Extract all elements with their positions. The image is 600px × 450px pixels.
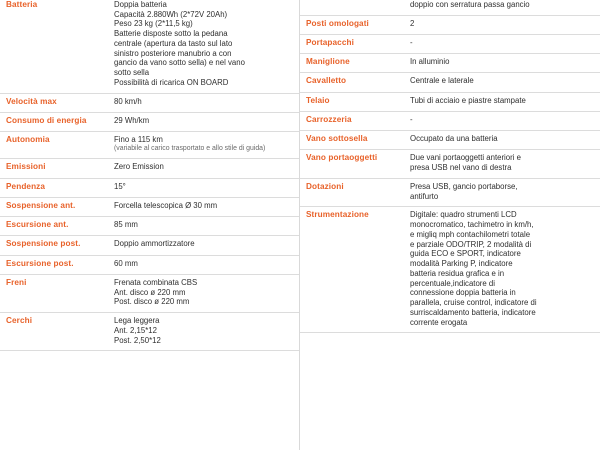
spec-value-line: Doppio ammortizzatore — [114, 239, 195, 249]
spec-value-line: Forcella telescopica Ø 30 mm — [114, 200, 218, 210]
spec-value-line: antifurto — [410, 191, 439, 201]
spec-label: Vano sottosella — [306, 134, 368, 144]
spec-label: Escursione post. — [6, 258, 74, 268]
spec-value — [404, 73, 600, 92]
spec-value-line: Digitale: quadro strumenti LCD — [410, 210, 517, 220]
spec-value-line: connessione doppia batteria in — [410, 288, 516, 298]
table-row — [300, 207, 600, 333]
spec-value — [108, 178, 299, 197]
table-row — [0, 132, 299, 159]
spec-label: Consumo di energia — [6, 115, 87, 125]
spec-value — [108, 112, 299, 131]
spec-value-line: - — [410, 37, 413, 47]
spec-label: Sospensione ant. — [6, 200, 76, 210]
table-row — [300, 178, 600, 206]
table-row — [0, 178, 299, 197]
spec-label: Autonomia — [6, 135, 50, 145]
spec-value-line: Post. 2,50*12 — [114, 335, 161, 345]
spec-value — [108, 132, 299, 159]
spec-value — [108, 255, 299, 274]
table-row — [300, 73, 600, 92]
spec-label — [300, 0, 404, 15]
spec-value — [108, 0, 299, 93]
spec-label: Batteria — [6, 0, 38, 9]
spec-value-line: Fino a 115 km — [114, 135, 163, 145]
spec-value-line: 15° — [114, 181, 126, 191]
spec-label: Cerchi — [6, 316, 33, 326]
table-row — [300, 92, 600, 111]
spec-value-line: percentuale,indicatore di — [410, 278, 495, 288]
spec-value — [108, 236, 299, 255]
spec-value-line: surriscaldamento batteria, indicatore — [410, 307, 536, 317]
spec-value-line: 29 Wh/km — [114, 115, 150, 125]
spec-value — [404, 15, 600, 34]
spec-value-line: centrale (apertura da tasto sul lato — [114, 38, 233, 48]
spec-value-line: Possibilità di ricarica ON BOARD — [114, 77, 229, 87]
table-row — [300, 54, 600, 73]
spec-value-line: Occupato da una batteria — [410, 134, 498, 144]
spec-label: Telaio — [306, 95, 330, 105]
spec-value-line: 2 — [410, 18, 415, 28]
spec-label: Portapacchi — [306, 37, 354, 47]
spec-value-line: gancio da vano sotto sella) e nel vano — [114, 58, 245, 68]
spec-value — [108, 159, 299, 178]
spec-value — [108, 197, 299, 216]
spec-value — [108, 93, 299, 112]
spec-value-line: parallela, cruise control, indicatore di — [410, 298, 537, 308]
spec-value — [108, 217, 299, 236]
table-row — [300, 15, 600, 34]
spec-value — [404, 0, 600, 15]
spec-value-note: (variabile al carico trasportato e allo stile di guida) — [114, 144, 266, 152]
table-row — [300, 131, 600, 150]
left-spec-table — [0, 0, 299, 351]
spec-value-line: Doppia batteria — [114, 0, 167, 9]
spec-value-line: 60 mm — [114, 258, 138, 268]
spec-value-line: Peso 23 kg (2*11,5 kg) — [114, 19, 193, 29]
spec-value-line: Capacità 2.880Wh (2*72V 20Ah) — [114, 9, 228, 19]
spec-value-line: sotto sella — [114, 68, 150, 78]
table-row — [300, 34, 600, 53]
table-row — [300, 111, 600, 130]
spec-value — [404, 92, 600, 111]
spec-value-line: Post. disco ø 220 mm — [114, 297, 190, 307]
spec-value — [404, 54, 600, 73]
spec-value-line: guida ECO e SPORT, indicatore — [410, 249, 521, 259]
spec-value — [404, 111, 600, 130]
spec-value-line: 85 mm — [114, 220, 138, 230]
right-spec-rows — [300, 0, 600, 333]
table-row — [0, 255, 299, 274]
spec-value-line: Ant. 2,15*12 — [114, 325, 157, 335]
table-row — [0, 0, 299, 93]
spec-value-line: doppio con serratura passa gancio — [410, 0, 530, 9]
spec-label: Vano portaoggetti — [306, 153, 378, 163]
table-row — [0, 112, 299, 131]
spec-value-line: Batterie disposte sotto la pedana — [114, 29, 228, 39]
spec-value — [404, 150, 600, 178]
spec-value — [108, 313, 299, 351]
spec-value — [108, 274, 299, 312]
table-row — [0, 93, 299, 112]
spec-label: Strumentazione — [306, 210, 369, 220]
spec-value-line: Tubi di acciaio e piastre stampate — [410, 95, 526, 105]
spec-value — [404, 131, 600, 150]
spec-value-line: Frenata combinata CBS — [114, 277, 198, 287]
spec-value-line: - — [410, 114, 413, 124]
spec-label: Pendenza — [6, 181, 46, 191]
spec-label: Emissioni — [6, 162, 46, 172]
spec-label: Dotazioni — [306, 181, 344, 191]
spec-label: Cavalletto — [306, 76, 347, 86]
table-row — [0, 217, 299, 236]
table-row — [0, 236, 299, 255]
spec-value-line: batteria residua grafica e in — [410, 268, 505, 278]
spec-value-line: e parziale ODO/TRIP, 2 modalità di — [410, 239, 532, 249]
spec-value — [404, 207, 600, 333]
spec-value-line: presa USB nel vano di destra — [410, 163, 512, 173]
table-row — [300, 150, 600, 178]
table-row — [0, 159, 299, 178]
spec-label: Escursione ant. — [6, 220, 69, 230]
spec-label: Velocità max — [6, 96, 57, 106]
spec-value-line: Ant. disco ø 220 mm — [114, 287, 186, 297]
right-column — [300, 0, 600, 450]
spec-value-line: Presa USB, gancio portaborse, — [410, 181, 518, 191]
spec-value-line: 80 km/h — [114, 96, 142, 106]
right-spec-table — [300, 0, 600, 333]
spec-label: Maniglione — [306, 57, 350, 67]
spec-value-line: Zero Emission — [114, 162, 164, 172]
table-row — [300, 0, 600, 15]
spec-value-line: modalità Parking P, indicatore — [410, 259, 513, 269]
spec-label: Carrozzeria — [306, 114, 352, 124]
table-row — [0, 313, 299, 351]
spec-value-line: Lega leggera — [114, 316, 160, 326]
spec-value — [404, 34, 600, 53]
spec-value-line: corrente erogata — [410, 317, 468, 327]
table-row — [0, 197, 299, 216]
spec-label: Sospensione post. — [6, 239, 81, 249]
spec-value-line: Centrale e laterale — [410, 76, 474, 86]
spec-label: Freni — [6, 277, 27, 287]
spec-value-line: e migliq mph contachilometri totale — [410, 229, 531, 239]
left-spec-rows — [0, 0, 299, 351]
table-row — [0, 274, 299, 312]
spec-value-line: Due vani portaoggetti anteriori e — [410, 153, 521, 163]
spec-label: Posti omologati — [306, 18, 369, 28]
spec-value-line: monocromatico, tachimetro in km/h, — [410, 220, 534, 230]
spec-value-line: sinistro posteriore manubrio a con — [114, 48, 232, 58]
spec-value — [404, 178, 600, 206]
spec-value-line: In alluminio — [410, 57, 450, 67]
